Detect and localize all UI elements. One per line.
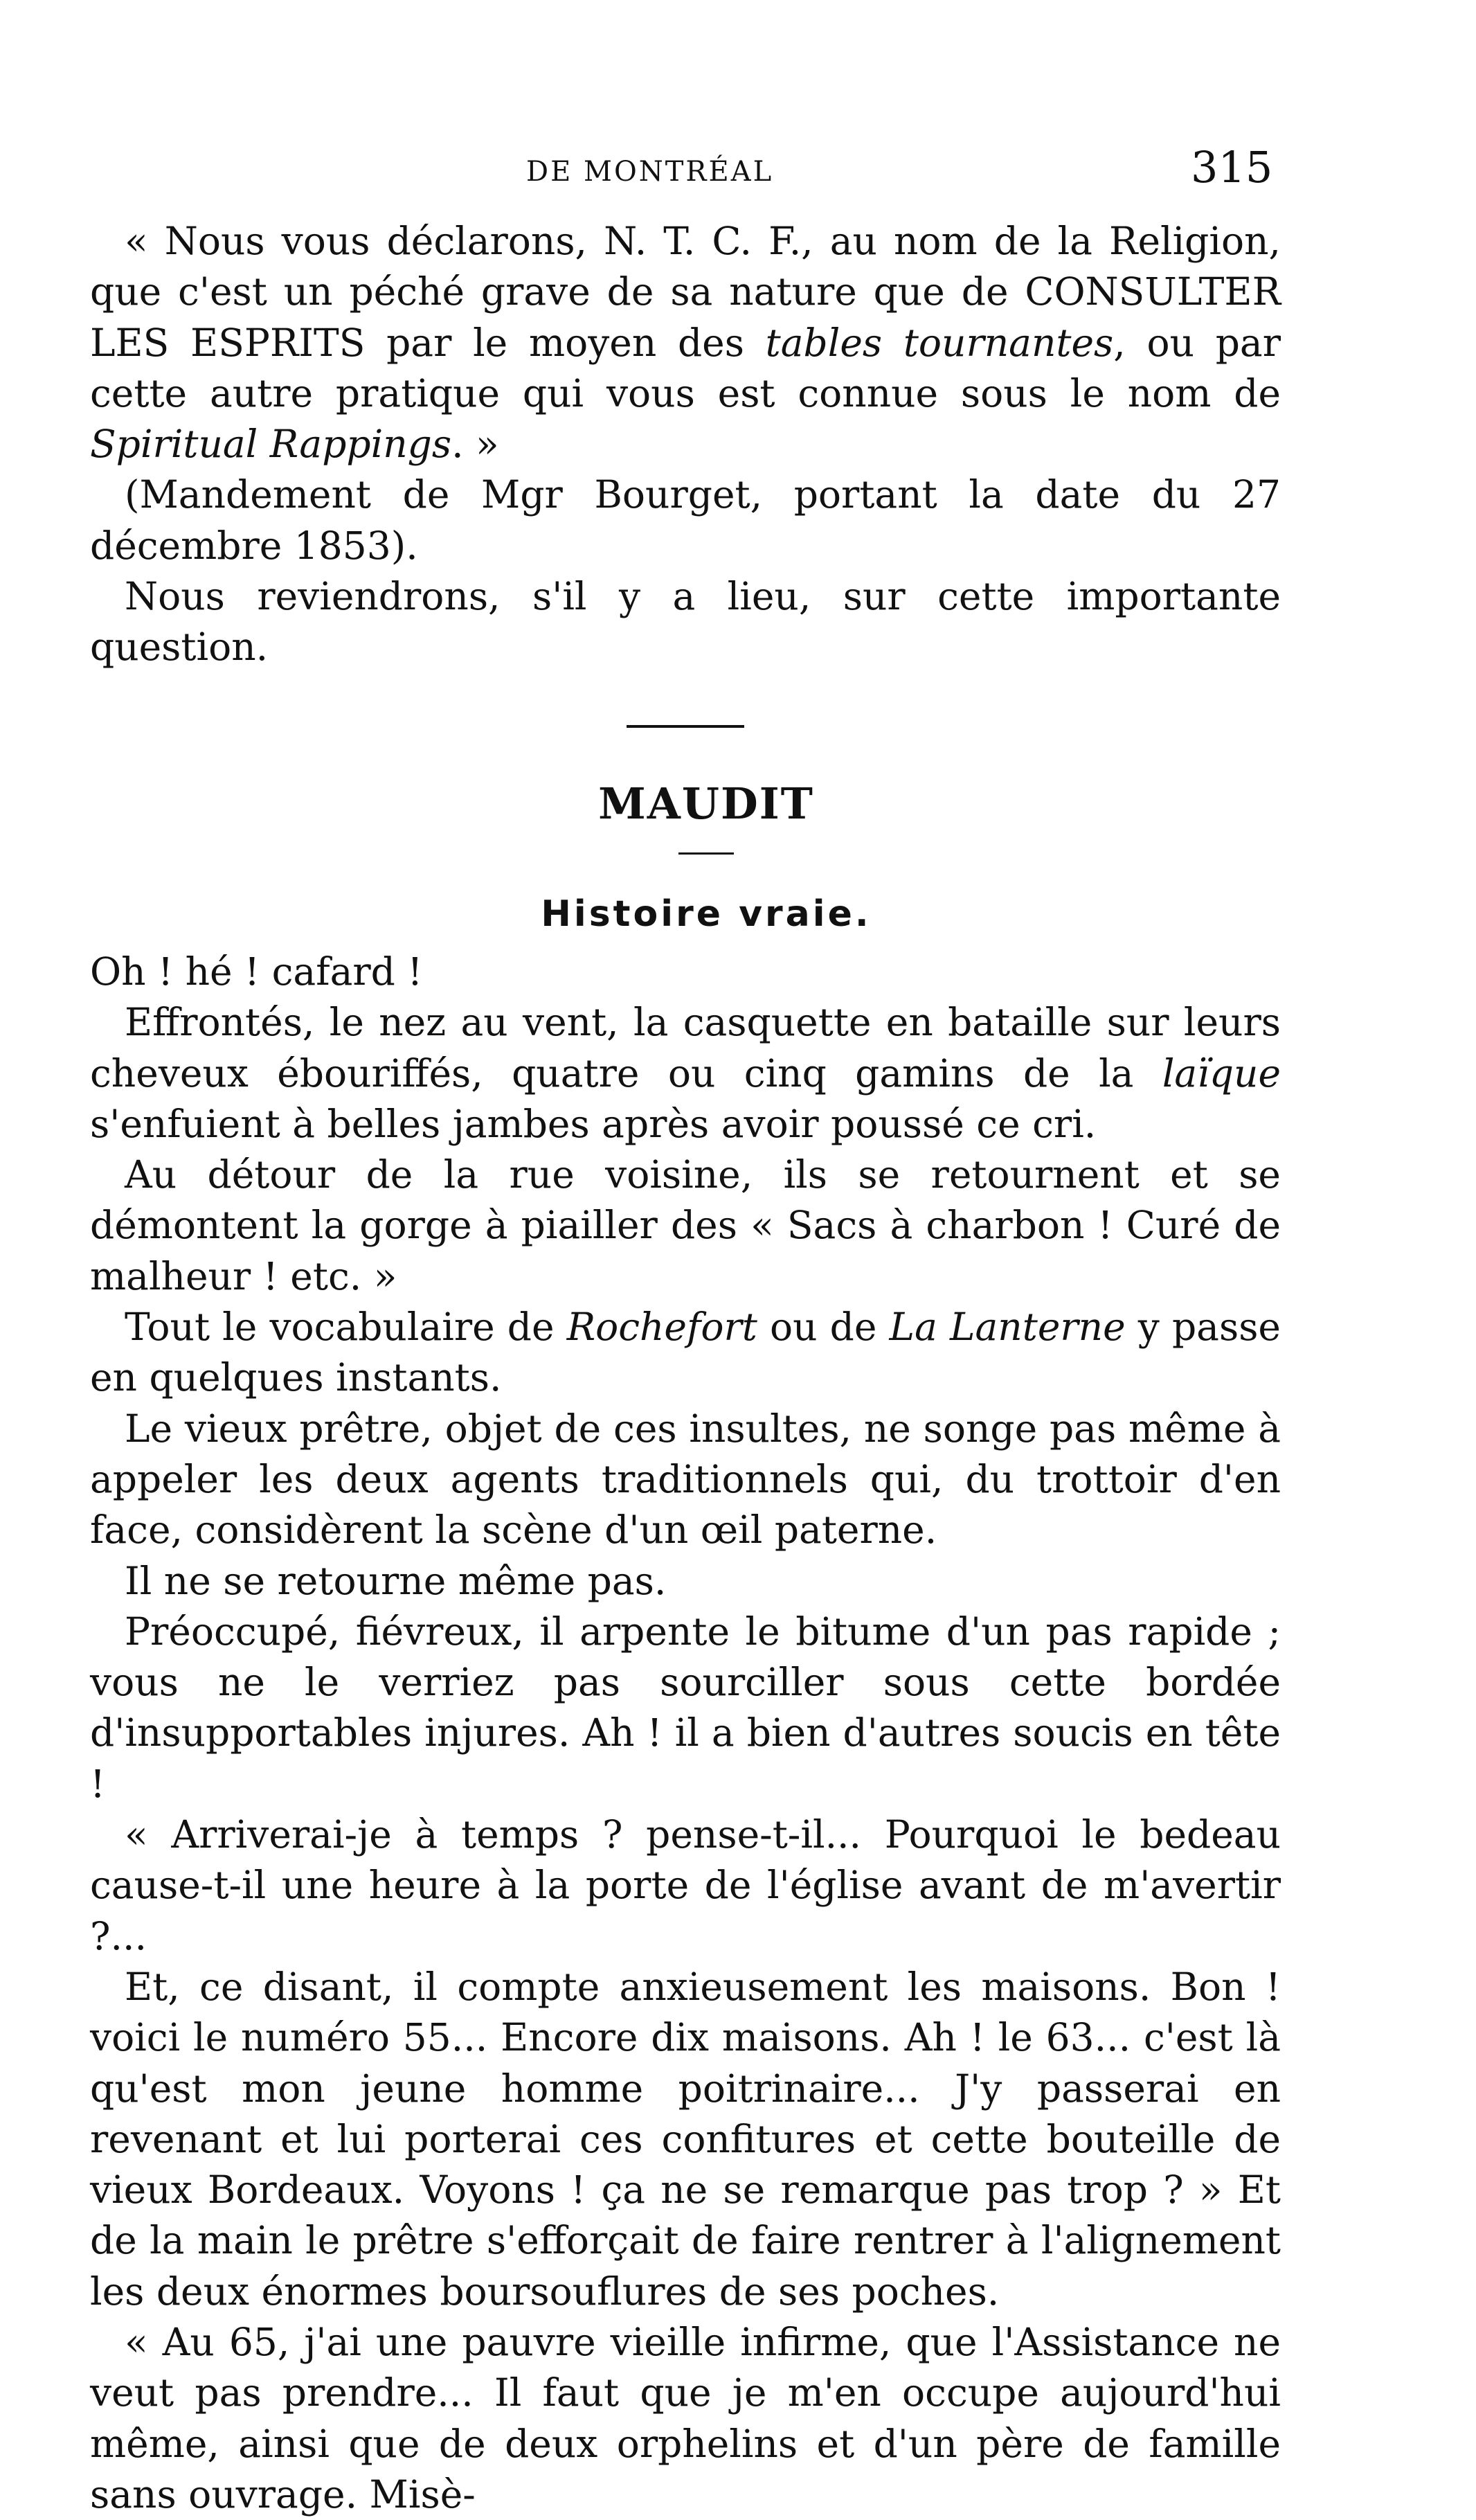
italic-text: tables tournantes <box>765 320 1114 365</box>
paragraph <box>90 470 1281 571</box>
paragraph <box>90 1809 1281 1962</box>
text-run: s'enfuient à belles jambes après avoir poussé ce cri. <box>90 1101 1097 1146</box>
paragraph <box>90 2317 1281 2520</box>
body-text <box>90 216 1281 2520</box>
text-run: y passe en quelques instants. <box>90 1305 1281 1400</box>
page-number: 315 <box>1191 142 1273 193</box>
paragraph <box>90 997 1281 1150</box>
paragraph <box>90 1556 1281 1607</box>
title-divider <box>678 852 734 855</box>
story-section <box>90 947 1281 2520</box>
text-run: Tout le vocabulaire de <box>125 1305 567 1350</box>
story-title: MAUDIT <box>598 778 814 829</box>
text-run: « Arriverai-je à temps ? pense-t-il... Pourquoi le bedeau cause-t-il une heure à la porte de l'église avant de m'avertir ?... <box>90 1812 1281 1958</box>
italic-text: Spiritual Rappings <box>90 422 452 467</box>
paragraph <box>90 1302 1281 1404</box>
italic-text: La Lanterne <box>889 1305 1126 1350</box>
italic-text: laïque <box>1162 1051 1281 1096</box>
page-header <box>0 142 1476 197</box>
story-subtitle: Histoire vraie. <box>541 893 872 935</box>
text-run: . » <box>451 422 499 467</box>
text-run: « Au 65, j'ai une pauvre vieille infirme, que l'Assistance ne veut pas prendre... Il faut que je m'en occupe aujourd'hui même, ainsi que de deux orphelins et d'un père de famille sans ouvrage. Misè- <box>90 2319 1281 2517</box>
paragraph <box>90 216 1281 470</box>
text-run: (Mandement de Mgr Bourget, portant la date du 27 décembre 1853). <box>90 472 1281 568</box>
paragraph <box>90 1150 1281 1302</box>
text-run: « Nous vous déclarons, N. T. C. F., au nom de la Religion, que c'est un péché grave de sa nature que de CONSULTER LES ESPRITS par le moyen des <box>90 219 1281 365</box>
text-run: Au détour de la rue voisine, ils se retournent et se démontent la gorge à piailler des « Sacs à charbon ! Curé de malheur ! etc. » <box>90 1152 1281 1298</box>
citation-section <box>90 216 1281 673</box>
text-run: Le vieux prêtre, objet de ces insultes, ne songe pas même à appeler les deux agents traditionnels qui, du trottoir d'en face, considèrent la scène d'un œil paterne. <box>90 1406 1281 1553</box>
section-divider <box>627 725 744 728</box>
paragraph <box>90 1607 1281 1809</box>
text-run: , ou par cette autre pratique qui vous est connue sous le nom de <box>90 320 1281 415</box>
text-run: ou de <box>757 1305 890 1350</box>
text-run: Préoccupé, fiévreux, il arpente le bitume d'un pas rapide ; vous ne le verriez pas sourciller sous cette bordée d'insupportables injures. Ah ! il a bien d'autres soucis en tête ! <box>90 1609 1281 1806</box>
text-run: Oh ! hé ! cafard ! <box>90 949 423 994</box>
paragraph <box>90 1404 1281 1556</box>
running-title: DE MONTRÉAL <box>526 156 774 188</box>
text-run: Nous reviendrons, s'il y a lieu, sur cette importante question. <box>90 574 1281 670</box>
text-run: Et, ce disant, il compte anxieusement les maisons. Bon ! voici le numéro 55... Encore dix maisons. Ah ! le 63... c'est là qu'est mon jeune homme poitrinaire... J'y passerai en revenant et lui porterai ces confitures et cette bouteille de vieux Bordeaux. Voyons ! ça ne se remarque pas trop ? » Et de la main le prêtre s'efforçait de faire rentrer à l'alignement les deux énormes boursouflures de ses poches. <box>90 1964 1281 2314</box>
paragraph <box>90 947 1281 997</box>
text-run: Il ne se retourne même pas. <box>125 1558 667 1603</box>
paragraph <box>90 1962 1281 2317</box>
italic-text: Rochefort <box>566 1305 757 1350</box>
paragraph <box>90 571 1281 673</box>
text-run: Effrontés, le nez au vent, la casquette en bataille sur leurs cheveux ébouriffés, quatre ou cinq gamins de la <box>90 1000 1281 1096</box>
